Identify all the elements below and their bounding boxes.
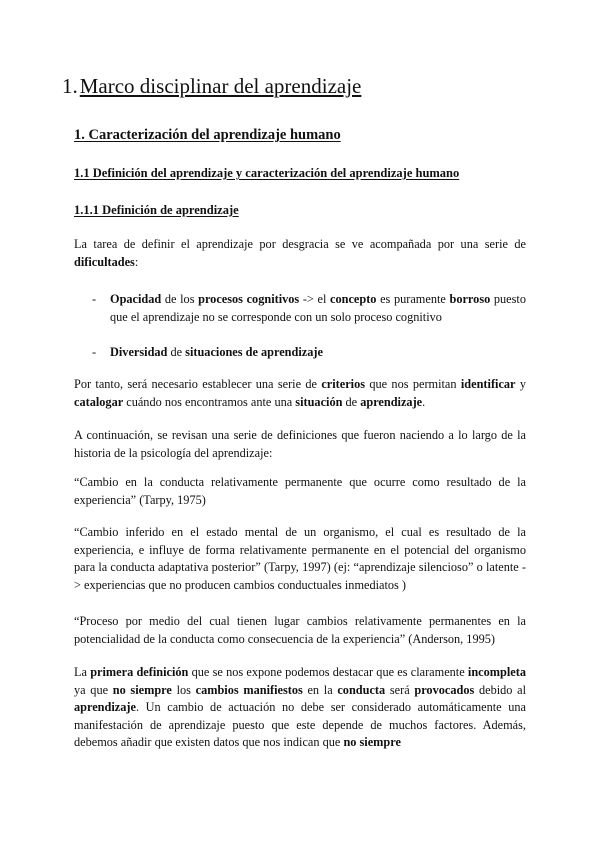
list-item-opacidad: - Opacidad de los procesos cognitivos -> el concepto es puramente borroso puesto que el aprendizaje no se corresponde con un solo proceso cognitivo [92, 292, 526, 324]
list-item-diversidad: - Diversidad de situaciones de aprendizaje [92, 345, 323, 359]
paragraph-criterios: Por tanto, será necesario establecer una serie de criterios que nos permitan identificar y catalogar cuándo nos encontramos ante una situación de aprendizaje. [74, 377, 526, 409]
quote-tarpy-1997: “Cambio inferido en el estado mental de un organismo, el cual es resultado de la experiencia, e influye de forma relativamente permanente en el potencial del organismo para la conducta adaptativa posterior” (Tarpy, 1997) (ej: “aprendizaje silencioso” o latente -> experiencias que no producen cambios conductuales inmediatos ) [74, 525, 526, 592]
quote-anderson-1995: “Proceso por medio del cual tienen lugar cambios relativamente permanentes en la potencialidad de la conducta como consecuencia de la experiencia” (Anderson, 1995) [74, 614, 526, 646]
paragraph-intro: La tarea de definir el aprendizaje por desgracia se ve acompañada por una serie de dificultades: [74, 237, 526, 269]
paragraph-revision: A continuación, se revisan una serie de definiciones que fueron naciendo a lo largo de la historia de la psicología del aprendizaje: [74, 428, 526, 460]
quote-tarpy-1975: “Cambio en la conducta relativamente permanente que ocurre como resultado de la experiencia” (Tarpy, 1975) [74, 475, 526, 507]
heading-2: 1. Caracterización del aprendizaje humano [74, 127, 341, 143]
list-dash: - [92, 345, 97, 359]
list-dash: - [92, 292, 97, 306]
heading-1-number: 1. [62, 74, 78, 98]
heading-1-title: Marco disciplinar del aprendizaje [79, 74, 362, 98]
heading-4: 1.1.1 Definición de aprendizaje [74, 203, 239, 217]
heading-3: 1.1 Definición del aprendizaje y caracterización del aprendizaje humano [74, 166, 460, 180]
paragraph-analisis: La primera definición que se nos expone podemos destacar que es claramente incompleta ya que no siempre los cambios manifiestos en la conducta será provocados debido al aprendizaje. Un cambio de actuación no debe ser considerado automáticamente una manifestación de aprendizaje puesto que este depende de muchos factores. Además, debemos añadir que existen datos que nos indican que no siempre [74, 665, 526, 749]
heading-1 [62, 74, 361, 99]
